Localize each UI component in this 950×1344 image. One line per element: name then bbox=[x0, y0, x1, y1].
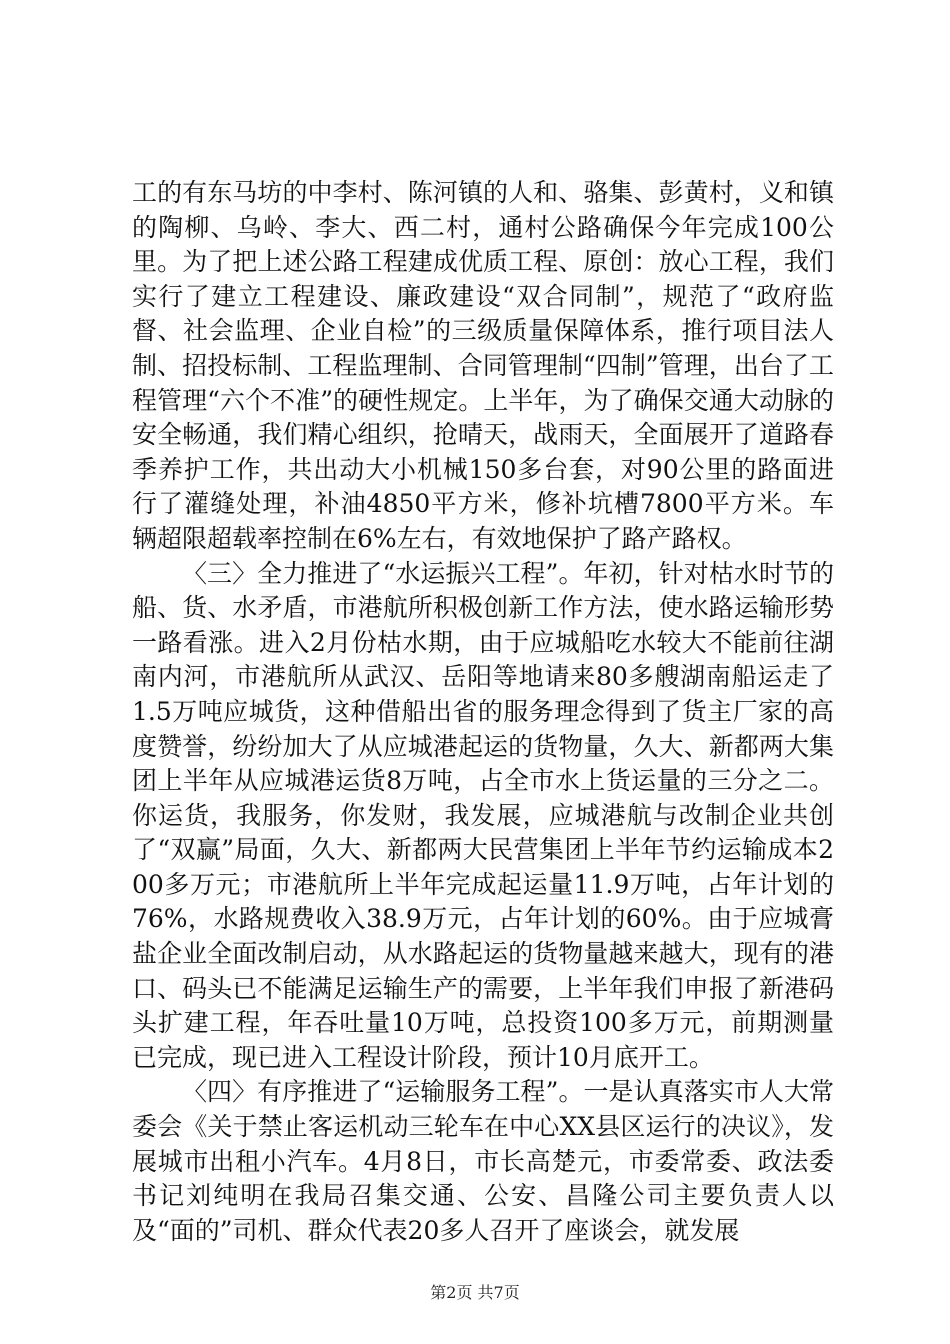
paragraph-road-works: 工的有东马坊的中李村、陈河镇的人和、骆集、彭黄村，义和镇的陶柳、乌岭、李大、西二村，通村公路确保今年完成100公里。为了把上述公路工程建成优质工程、原创：放心工程，我们实行了建立工程建设、廉政建设“双合同制”，规范了“政府监督、社会监理、企业自检”的三级质量保障体系，推行项目法人制、招投标制、工程监理制、合同管理制“四制”管理，出台了工程管理“六个不准”的硬性规定。上半年，为了确保交通大动脉的安全畅通，我们精心组织，抢晴天，战雨天，全面展开了道路春季养护工作，共出动大小机械150多台套，对90公里的路面进行了灌缝处理，补油4850平方米，修补坑槽7800平方米。车辆超限超载率控制在6%左右，有效地保护了路产路权。 bbox=[132, 178, 834, 553]
page-number-label: 第2页 共7页 bbox=[430, 1283, 520, 1302]
paragraph-water-transport: 〈三〉全力推进了“水运振兴工程”。年初，针对枯水时节的船、货、水矛盾，市港航所积极创新工作方法，使水路运输形势一路看涨。进入2月份枯水期，由于应城船吃水较大不能前往湖南内河，市港航所从武汉、岳阳等地请来80多艘湖南船运走了1.5万吨应城货，这种借船出省的服务理念得到了货主厂家的高度赞誉，纷纷加大了从应城港起运的货物量，久大、新都两大集团上半年从应城港运货8万吨，占全市水上货运量的三分之二。你运货，我服务，你发财，我发展，应城港航与改制企业共创了“双赢”局面，久大、新都两大民营集团上半年节约运输成本200多万元；市港航所上半年完成起运量11.9万吨，占年计划的76%，水路规费收入38.9万元，占年计划的60%。由于应城膏盐企业全面改制启动，从水路起运的货物量越来越大，现有的港口、码头已不能满足运输生产的需要，上半年我们申报了新港码头扩建工程，年吞吐量10万吨，总投资100多万元，前期测量已完成，现已进入工程设计阶段，预计10月底开工。 bbox=[132, 558, 834, 1072]
document-body bbox=[132, 176, 834, 1248]
paragraph-transport-service: 〈四〉有序推进了“运输服务工程”。一是认真落实市人大常委会《关于禁止客运机动三轮车在中心XX县区运行的决议》，发展城市出租小汽车。4月8日，市长高楚元，市委常委、政法委书记刘纯明在我局召集交通、公安、昌隆公司主要负责人以及“面的”司机、群众代表20多人召开了座谈会，就发展 bbox=[132, 1077, 834, 1245]
page-footer bbox=[0, 1283, 950, 1303]
